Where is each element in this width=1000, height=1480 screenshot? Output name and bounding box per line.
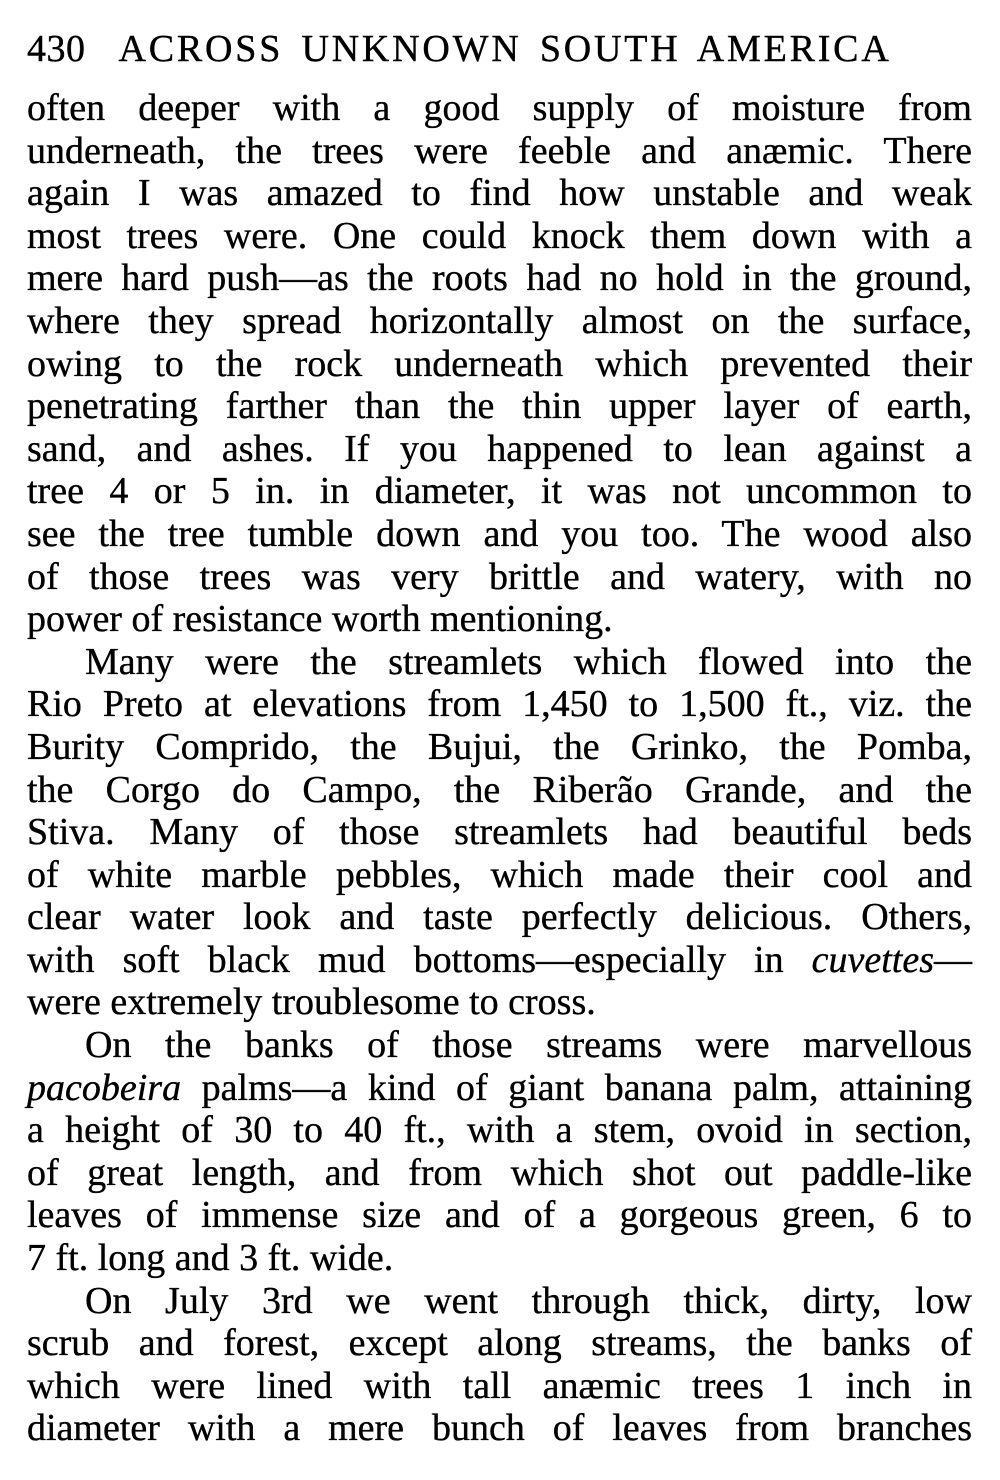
text-run: of those trees was very brittle and watery, with no — [27, 555, 972, 598]
text-run: Many were the streamlets which flowed into the — [85, 640, 972, 683]
text-run: were extremely troublesome to cross. — [27, 981, 596, 1024]
text-run: most trees were. One could knock them down with a — [27, 214, 972, 257]
text-line — [27, 1280, 972, 1323]
running-head — [27, 26, 972, 72]
text-line — [27, 854, 972, 897]
text-line — [27, 598, 972, 641]
text-line — [27, 1407, 972, 1450]
text-run: which were lined with tall anæmic trees 1 inch in — [27, 1364, 972, 1407]
text-line — [27, 215, 972, 258]
text-run: scrub and forest, except along streams, the banks of — [27, 1322, 972, 1365]
text-run: see the tree tumble down and you too. The wood also — [27, 512, 972, 555]
running-title: ACROSS UNKNOWN SOUTH AMERICA — [118, 28, 892, 70]
text-run: of white marble pebbles, which made their cool and — [27, 853, 972, 896]
text-run: Burity Comprido, the Bujui, the Grinko, the Pomba, — [27, 725, 972, 768]
text-run: leaves of immense size and of a gorgeous green, 6 to — [27, 1194, 972, 1237]
text-run: where they spread horizontally almost on the surface, — [27, 299, 972, 342]
text-line — [27, 385, 972, 428]
text-line — [27, 300, 972, 343]
text-line — [27, 1067, 972, 1110]
text-line — [27, 513, 972, 556]
text-run: penetrating farther than the thin upper layer of earth, — [27, 385, 972, 428]
text-line — [27, 343, 972, 386]
text-run: of great length, and from which shot out paddle-like — [27, 1151, 972, 1194]
page-number: 430 — [27, 28, 86, 70]
text-line — [27, 1194, 972, 1237]
text-line — [27, 1024, 972, 1067]
text-line — [27, 428, 972, 471]
text-line — [27, 1109, 972, 1152]
text-line — [27, 896, 972, 939]
body-text — [27, 87, 972, 1450]
text-line — [27, 470, 972, 513]
text-run: tree 4 or 5 in. in diameter, it was not uncommon to — [27, 470, 972, 513]
text-run: clear water look and taste perfectly delicious. Others, — [27, 896, 972, 939]
text-run: — — [934, 938, 972, 981]
text-run: the Corgo do Campo, the Riberão Grande, and the — [27, 768, 972, 811]
text-line — [27, 641, 972, 684]
text-line — [27, 769, 972, 812]
paragraph — [27, 1280, 972, 1450]
text-line — [27, 1237, 972, 1280]
text-line — [27, 1152, 972, 1195]
text-line — [27, 130, 972, 173]
text-run: palms—a kind of giant banana palm, attaining — [181, 1066, 972, 1109]
text-run: mere hard push—as the roots had no hold in the ground, — [27, 257, 972, 300]
text-line — [27, 1322, 972, 1365]
italic-term: pacobeira — [27, 1066, 182, 1109]
text-line — [27, 981, 972, 1024]
paragraph — [27, 1024, 972, 1280]
text-line — [27, 556, 972, 599]
text-run: often deeper with a good supply of moisture from — [27, 87, 972, 129]
text-run: Stiva. Many of those streamlets had beautiful beds — [27, 811, 972, 854]
text-run: 7 ft. long and 3 ft. wide. — [27, 1237, 394, 1280]
text-run: owing to the rock underneath which prevented their — [27, 342, 972, 385]
text-run: On the banks of those streams were marvellous — [85, 1024, 972, 1067]
text-line — [27, 1365, 972, 1408]
text-line — [27, 939, 972, 982]
text-line — [27, 257, 972, 300]
text-run: sand, and ashes. If you happened to lean against a — [27, 427, 972, 470]
text-run: with soft black mud bottoms—especially in — [27, 938, 812, 981]
italic-term: cuvettes — [811, 938, 934, 981]
text-run: a height of 30 to 40 ft., with a stem, ovoid in section, — [27, 1109, 972, 1152]
text-line — [27, 811, 972, 854]
text-run: diameter with a mere bunch of leaves from branches — [27, 1407, 972, 1450]
paragraph — [27, 87, 972, 641]
text-run: Rio Preto at elevations from 1,450 to 1,500 ft., viz. the — [27, 683, 972, 726]
text-run: On July 3rd we went through thick, dirty, low — [85, 1279, 972, 1322]
text-line — [27, 683, 972, 726]
paragraph — [27, 641, 972, 1024]
text-run: again I was amazed to find how unstable and weak — [27, 172, 972, 215]
text-line — [27, 87, 972, 130]
text-line — [27, 172, 972, 215]
text-run: power of resistance worth mentioning. — [27, 598, 613, 641]
text-line — [27, 726, 972, 769]
text-run: underneath, the trees were feeble and anæmic. There — [27, 129, 972, 172]
